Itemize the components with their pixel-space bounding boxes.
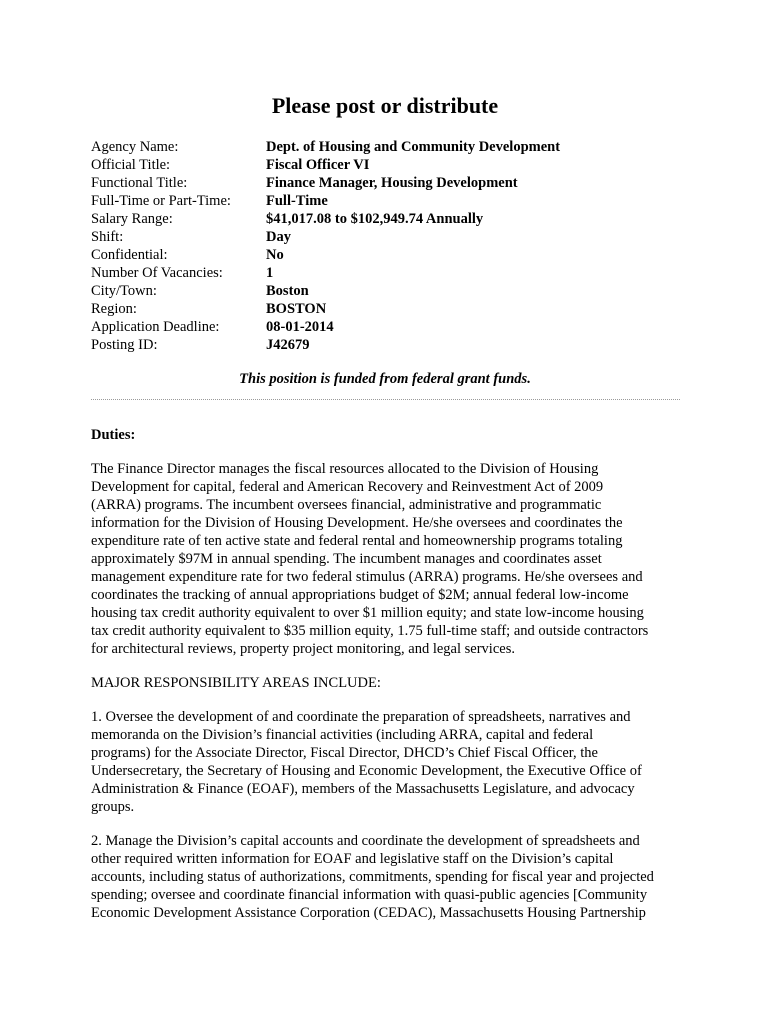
field-label: Number Of Vacancies: — [91, 265, 223, 281]
field-row-city-town — [91, 282, 691, 300]
responsibility-item-1 — [91, 708, 683, 816]
text-line: accounts, including status of authorizations, commitments, spending for fiscal year and projected — [91, 869, 654, 885]
field-row-employment-type — [91, 192, 691, 210]
duties-summary-paragraph — [91, 460, 683, 658]
text-line: approximately $97M in annual spending. The incumbent manages and coordinates asset — [91, 551, 602, 567]
field-value: J42679 — [266, 337, 310, 353]
field-label: Official Title: — [91, 157, 171, 173]
text-line: housing tax credit authority equivalent to over $1 million equity; and state low-income housing — [91, 605, 644, 621]
field-label: Salary Range: — [91, 211, 173, 227]
section-divider — [91, 399, 680, 400]
field-value: 08-01-2014 — [266, 319, 334, 335]
field-label: Application Deadline: — [91, 319, 220, 335]
field-label: Full-Time or Part-Time: — [91, 193, 231, 209]
text-line: information for the Division of Housing Development. He/she oversees and coordinates the — [91, 515, 623, 531]
text-line: coordinates the tracking of annual appropriations budget of $2M; annual federal low-income — [91, 587, 629, 603]
text-line: expenditure rate of ten active state and federal rental and homeownership programs totaling — [91, 533, 623, 549]
field-row-official-title — [91, 156, 691, 174]
text-line: Development for capital, federal and American Recovery and Reinvestment Act of 2009 — [91, 479, 604, 495]
text-line: MAJOR RESPONSIBILITY AREAS INCLUDE: — [91, 675, 381, 691]
duties-body — [91, 460, 683, 938]
text-line: 2. Manage the Division’s capital accounts and coordinate the development of spreadsheets and — [91, 833, 640, 849]
field-value: BOSTON — [266, 301, 327, 317]
text-line: tax credit authority equivalent to $35 million equity, 1.75 full-time staff; and outside contractors — [91, 623, 649, 639]
field-value: 1 — [266, 265, 274, 281]
text-line: programs) for the Associate Director, Fiscal Director, DHCD’s Chief Fiscal Officer, the — [91, 745, 598, 761]
field-value: Dept. of Housing and Community Development — [266, 139, 561, 155]
duties-heading: Duties: — [91, 427, 136, 443]
field-row-salary-range — [91, 210, 691, 228]
field-value: $41,017.08 to $102,949.74 Annually — [266, 211, 484, 227]
field-label: Posting ID: — [91, 337, 158, 353]
funding-note: This position is funded from federal grant funds. — [239, 371, 531, 387]
field-value: Fiscal Officer VI — [266, 157, 370, 173]
posting-details — [91, 138, 691, 354]
field-value: Full-Time — [266, 193, 328, 209]
page-heading: Please post or distribute — [271, 93, 499, 118]
field-value: Boston — [266, 283, 309, 299]
field-row-posting-id — [91, 336, 691, 354]
field-label: Confidential: — [91, 247, 168, 263]
text-line: Undersecretary, the Secretary of Housing and Economic Development, the Executive Office of — [91, 763, 642, 779]
text-line: for architectural reviews, property project monitoring, and legal services. — [91, 641, 515, 657]
text-line: Administration & Finance (EOAF), members of the Massachusetts Legislature, and advocacy — [91, 781, 635, 797]
field-row-agency-name — [91, 138, 691, 156]
field-row-functional-title — [91, 174, 691, 192]
text-line: groups. — [91, 799, 135, 815]
field-value: No — [266, 247, 284, 263]
field-label: City/Town: — [91, 283, 157, 299]
text-line: spending; oversee and coordinate financial information with quasi-public agencies [Community — [91, 887, 648, 903]
responsibilities-heading-paragraph — [91, 674, 683, 692]
field-row-confidential — [91, 246, 691, 264]
text-line: memoranda on the Division’s financial activities (including ARRA, capital and federal — [91, 727, 594, 743]
field-row-application-deadline — [91, 318, 691, 336]
text-line: management expenditure rate for two federal stimulus (ARRA) programs. He/she oversees and — [91, 569, 643, 585]
text-line: (ARRA) programs. The incumbent oversees financial, administrative and programmatic — [91, 497, 602, 513]
field-label: Region: — [91, 301, 137, 317]
responsibility-item-2 — [91, 832, 683, 922]
field-label: Shift: — [91, 229, 124, 245]
field-value: Finance Manager, Housing Development — [266, 175, 518, 191]
field-value: Day — [266, 229, 291, 245]
text-line: 1. Oversee the development of and coordinate the preparation of spreadsheets, narratives and — [91, 709, 631, 725]
text-line: Economic Development Assistance Corporation (CEDAC), Massachusetts Housing Partnership — [91, 905, 646, 921]
text-line: other required written information for EOAF and legislative staff on the Division’s capital — [91, 851, 614, 867]
field-row-shift — [91, 228, 691, 246]
field-row-vacancies — [91, 264, 691, 282]
field-label: Functional Title: — [91, 175, 188, 191]
field-row-region — [91, 300, 691, 318]
text-line: The Finance Director manages the fiscal resources allocated to the Division of Housing — [91, 461, 599, 477]
field-label: Agency Name: — [91, 139, 179, 155]
